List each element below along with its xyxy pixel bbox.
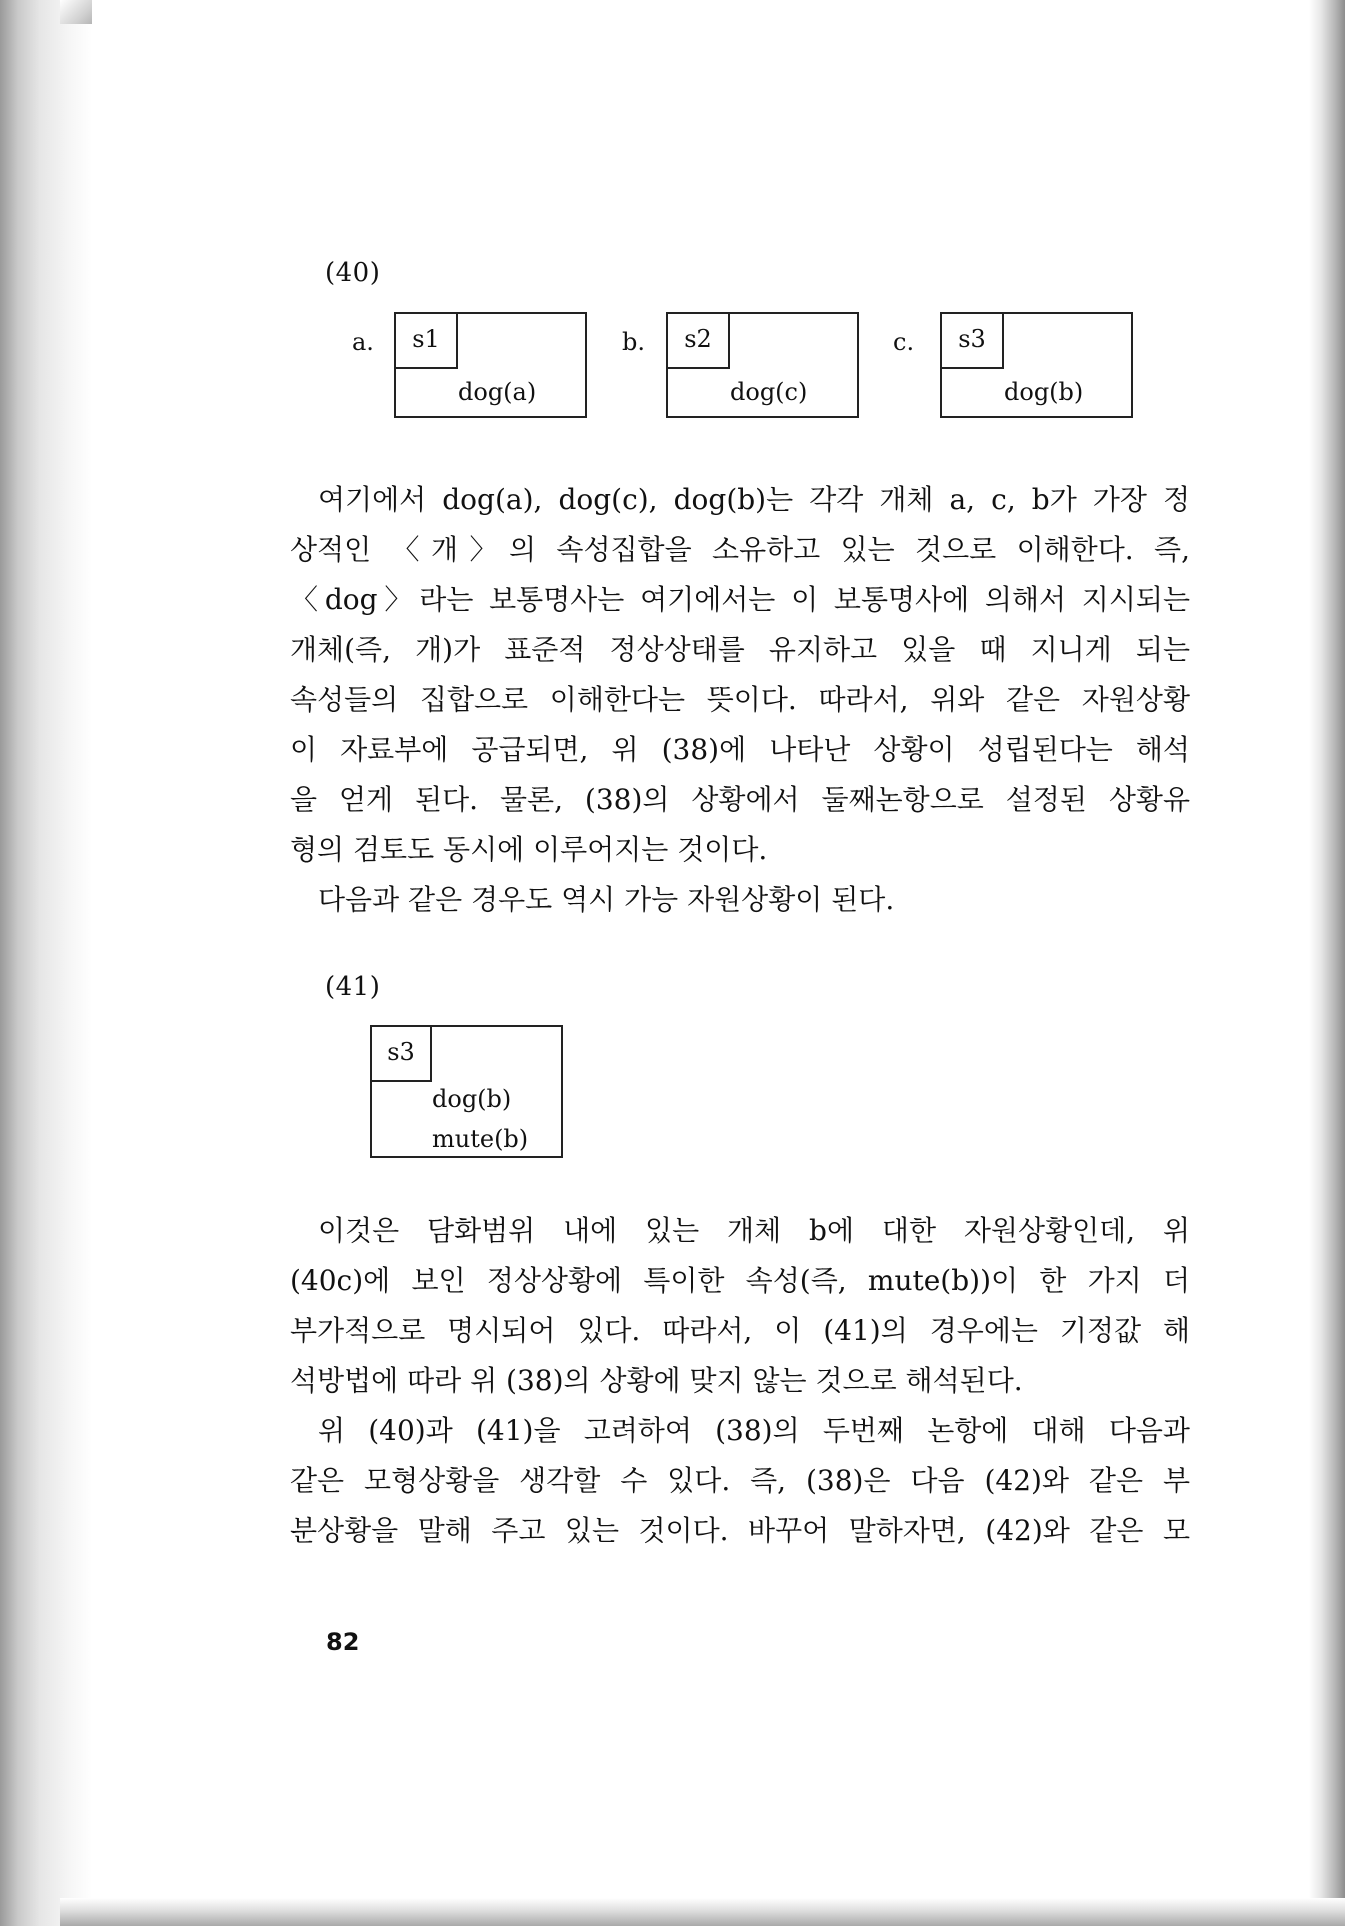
text-line: 같은 모형상황을 생각할 수 있다. 즉, (38)은 다음 (42)와 같은 부 — [290, 1464, 1190, 1497]
text-line: 석방법에 따라 위 (38)의 상황에 맞지 않는 것으로 해석된다. — [290, 1364, 1023, 1397]
drs-condition-41-1: dog(b) — [432, 1085, 512, 1113]
drs-referent-a: s1 — [396, 314, 458, 369]
text-line: 이 자료부에 공급되면, 위 (38)에 나타난 상황이 성립된다는 해석 — [290, 733, 1190, 766]
paragraph-1 — [290, 475, 1190, 875]
figure-letter-a: a. — [352, 328, 374, 356]
example-41-label: (41) — [325, 972, 381, 1002]
page-edge-bottom — [60, 1898, 1345, 1926]
text-line: 상적인 〈개〉의 속성집합을 소유하고 있는 것으로 이해한다. 즉, — [290, 533, 1190, 566]
text-line: 다음과 같은 경우도 역시 가능 자원상황이 된다. — [318, 883, 895, 916]
text-line: 을 얻게 된다. 물론, (38)의 상황에서 둘째논항으로 설정된 상황유 — [290, 783, 1190, 816]
page-edge-right — [1309, 0, 1345, 1926]
figure-letter-c: c. — [893, 328, 915, 356]
text-line: 형의 검토도 동시에 이루어지는 것이다. — [290, 833, 768, 866]
text-line: 〈dog〉라는 보통명사는 여기에서는 이 보통명사에 의해서 지시되는 — [290, 583, 1190, 616]
example-40-label: (40) — [325, 258, 381, 288]
drs-referent-c: s3 — [942, 314, 1004, 369]
drs-box-c — [940, 312, 1133, 418]
paragraph-3 — [290, 1206, 1190, 1406]
text-line: 속성들의 집합으로 이해한다는 뜻이다. 따라서, 위와 같은 자원상황 — [290, 683, 1190, 716]
text-line: 위 (40)과 (41)을 고려하여 (38)의 두번째 논항에 대해 다음과 — [318, 1414, 1190, 1447]
drs-condition-a: dog(a) — [458, 378, 537, 406]
paragraph-2 — [290, 875, 1190, 925]
text-line: (40c)에 보인 정상상황에 특이한 속성(즉, mute(b))이 한 가지 더 — [290, 1264, 1190, 1297]
drs-condition-41-2: mute(b) — [432, 1125, 529, 1153]
page-number: 82 — [326, 1628, 360, 1656]
text-line: 개체(즉, 개)가 표준적 정상상태를 유지하고 있을 때 지니게 되는 — [290, 633, 1190, 666]
text-line: 부가적으로 명시되어 있다. 따라서, 이 (41)의 경우에는 기정값 해 — [290, 1314, 1190, 1347]
drs-condition-b: dog(c) — [730, 378, 808, 406]
drs-box-a — [394, 312, 587, 418]
paragraph-4 — [290, 1406, 1190, 1556]
book-binding-shadow — [0, 0, 92, 1926]
drs-referent-41: s3 — [372, 1027, 432, 1082]
text-line: 이것은 담화범위 내에 있는 개체 b에 대한 자원상황인데, 위 — [318, 1214, 1190, 1247]
page — [92, 0, 1309, 1898]
drs-box-41 — [370, 1025, 563, 1158]
text-line: 분상황을 말해 주고 있는 것이다. 바꾸어 말하자면, (42)와 같은 모 — [290, 1514, 1190, 1547]
drs-referent-b: s2 — [668, 314, 730, 369]
drs-condition-c: dog(b) — [1004, 378, 1084, 406]
text-line: 여기에서 dog(a), dog(c), dog(b)는 각각 개체 a, c, b가 가장 정 — [318, 483, 1190, 516]
figure-letter-b: b. — [622, 328, 645, 356]
drs-box-b — [666, 312, 859, 418]
